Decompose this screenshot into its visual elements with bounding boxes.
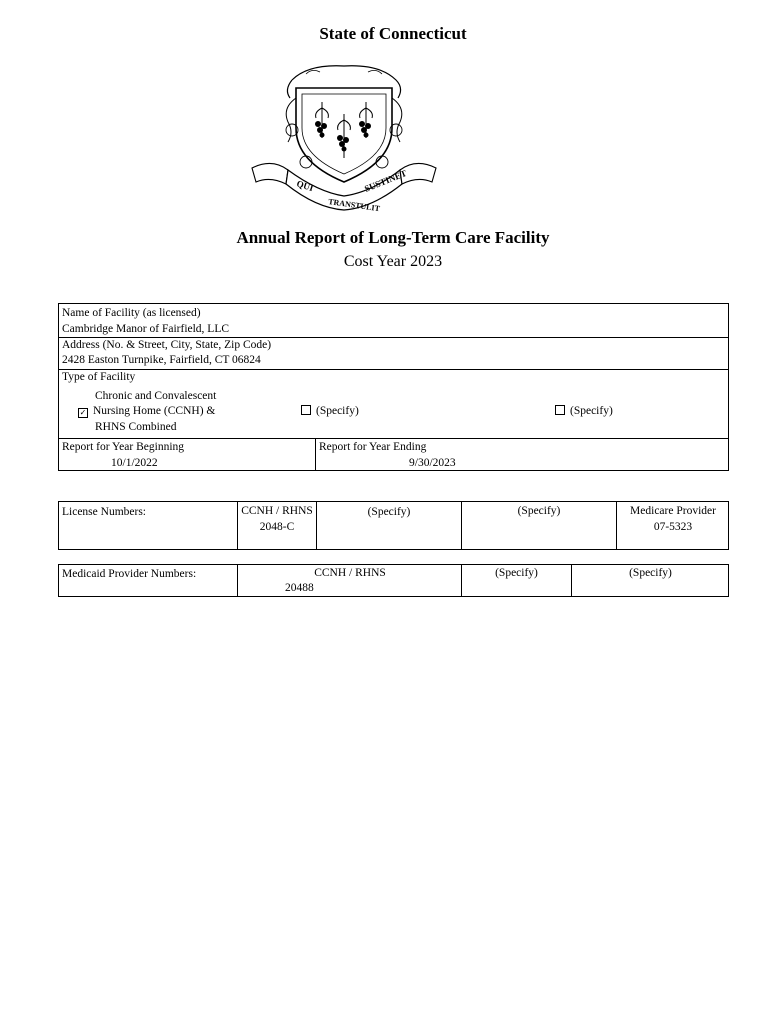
facility-name-label: Name of Facility (as licensed) <box>62 307 201 319</box>
facility-type-ccnh-line-2: Nursing Home (CCNH) & <box>93 405 216 417</box>
medicaid-numbers-label: Medicaid Provider Numbers: <box>62 568 197 580</box>
checkbox-checked-icon[interactable]: ✓ <box>79 408 87 417</box>
report-title: Annual Report of Long-Term Care Facility <box>236 228 550 247</box>
state-title: State of Connecticut <box>319 24 467 43</box>
license-numbers-table <box>58 501 729 550</box>
facility-info-section <box>58 303 729 471</box>
medicaid-provider-table <box>58 564 729 597</box>
year-begin-label: Report for Year Beginning <box>62 441 185 453</box>
facility-address-value: 2428 Easton Turnpike, Fairfield, CT 06824 <box>62 354 261 366</box>
medicare-provider-value: 07-5323 <box>653 521 693 533</box>
license-numbers-label: License Numbers: <box>62 506 146 518</box>
facility-type-specify-option-2[interactable] <box>555 404 613 419</box>
checkbox-unchecked-icon[interactable] <box>301 405 311 415</box>
license-ccnh-value: 2048-C <box>259 521 295 533</box>
facility-type-ccnh-line-3: RHNS Combined <box>95 421 177 433</box>
medicaid-ccnh-value: 20488 <box>285 582 314 594</box>
year-end-label: Report for Year Ending <box>319 441 427 453</box>
license-ccnh-header: CCNH / RHNS <box>241 505 313 517</box>
medicaid-ccnh-header: CCNH / RHNS <box>314 567 386 579</box>
checkbox-unchecked-icon[interactable] <box>555 405 565 415</box>
svg-text:SUSTINET: SUSTINET <box>363 167 409 194</box>
facility-name-value: Cambridge Manor of Fairfield, LLC <box>62 323 230 335</box>
year-begin-value: 10/1/2022 <box>111 457 158 469</box>
facility-address-label: Address (No. & Street, City, State, Zip Code) <box>62 339 272 351</box>
svg-text:TRANSTULIT: TRANSTULIT <box>327 197 381 214</box>
facility-type-ccnh-option[interactable] <box>78 404 215 419</box>
svg-text:QUI: QUI <box>295 178 315 194</box>
facility-type-specify-label-1: (Specify) <box>316 405 359 417</box>
facility-type-ccnh-line-1: Chronic and Convalescent <box>95 390 217 402</box>
year-end-value: 9/30/2023 <box>409 457 456 469</box>
facility-type-label: Type of Facility <box>62 371 136 383</box>
license-specify-header-1: (Specify) <box>367 506 411 518</box>
cost-year: Cost Year 2023 <box>343 253 443 270</box>
connecticut-state-seal-icon <box>248 58 440 218</box>
medicaid-specify-header-2: (Specify) <box>629 567 672 579</box>
license-specify-header-2: (Specify) <box>517 505 561 517</box>
medicare-provider-header: Medicare Provider <box>630 505 716 517</box>
medicaid-specify-header-1: (Specify) <box>495 567 538 579</box>
facility-type-specify-option-1[interactable] <box>301 404 359 419</box>
facility-type-specify-label-2: (Specify) <box>570 405 613 417</box>
